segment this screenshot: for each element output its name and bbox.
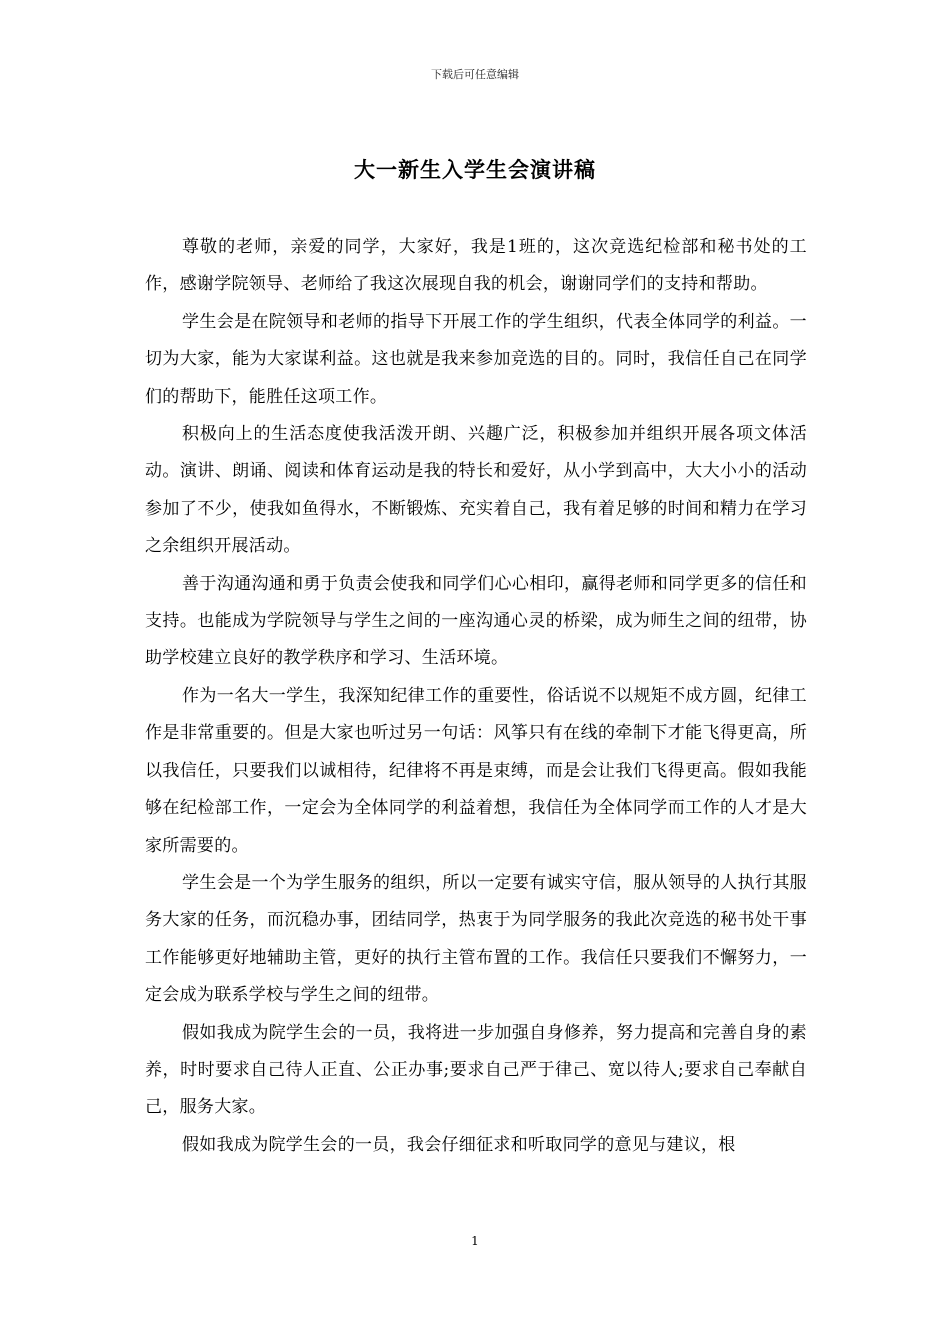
paragraph: 积极向上的生活态度使我活泼开朗、兴趣广泛，积极参加并组织开展各项文体活动。演讲、朗诵、阅读和体育运动是我的特长和爱好，从小学到高中，大大小小的活动参加了不少，使我如鱼得水，不断锻炼、充实着自己，我有着足够的时间和精力在学习之余组织开展活动。 <box>145 424 807 557</box>
paragraph: 学生会是在院领导和老师的指导下开展工作的学生组织，代表全体同学的利益。一切为大家，能为大家谋利益。这也就是我来参加竞选的目的。同时，我信任自己在同学们的帮助下，能胜任这项工作。 <box>145 311 807 407</box>
paragraph: 尊敬的老师，亲爱的同学，大家好，我是1班的，这次竞选纪检部和秘书处的工作，感谢学院领导、老师给了我这次展现自我的机会，谢谢同学们的支持和帮助。 <box>145 237 807 295</box>
paragraph: 善于沟通沟通和勇于负责会使我和同学们心心相印，赢得老师和同学更多的信任和支持。也能成为学院领导与学生之间的一座沟通心灵的桥梁，成为师生之间的纽带，协助学校建立良好的教学秩序和学习、生活环境。 <box>145 573 807 669</box>
paragraph: 学生会是一个为学生服务的组织，所以一定要有诚实守信，服从领导的人执行其服务大家的任务，而沉稳办事，团结同学，热衷于为同学服务的我此次竞选的秘书处干事工作能够更好地辅助主管，更好的执行主管布置的工作。我信任只要我们不懈努力，一定会成为联系学校与学生之间的纽带。 <box>145 872 807 1006</box>
header-note: 下载后可任意编辑 <box>431 68 519 81</box>
page-number: 1 <box>471 1234 479 1248</box>
paragraph: 假如我成为院学生会的一员，我会仔细征求和听取同学的意见与建议，根 <box>182 1134 736 1155</box>
paragraph: 作为一名大一学生，我深知纪律工作的重要性，俗话说不以规矩不成方圆，纪律工作是非常重要的。但是大家也听过另一句话：风筝只有在线的牵制下才能飞得更高，所以我信任，只要我们以诚相待，纪律将不再是束缚，而是会让我们飞得更高。假如我能够在纪检部工作，一定会为全体同学的利益着想，我信任为全体同学而工作的人才是大家所需要的。 <box>145 685 807 856</box>
document-title: 大一新生入学生会演讲稿 <box>354 157 596 182</box>
paragraph: 假如我成为院学生会的一员，我将进一步加强自身修养，努力提高和完善自身的素养，时时要求自己待人正直、公正办事;要求自己严于律己、宽以待人;要求自己奉献自己，服务大家。 <box>145 1022 807 1118</box>
document-body <box>145 229 807 1164</box>
